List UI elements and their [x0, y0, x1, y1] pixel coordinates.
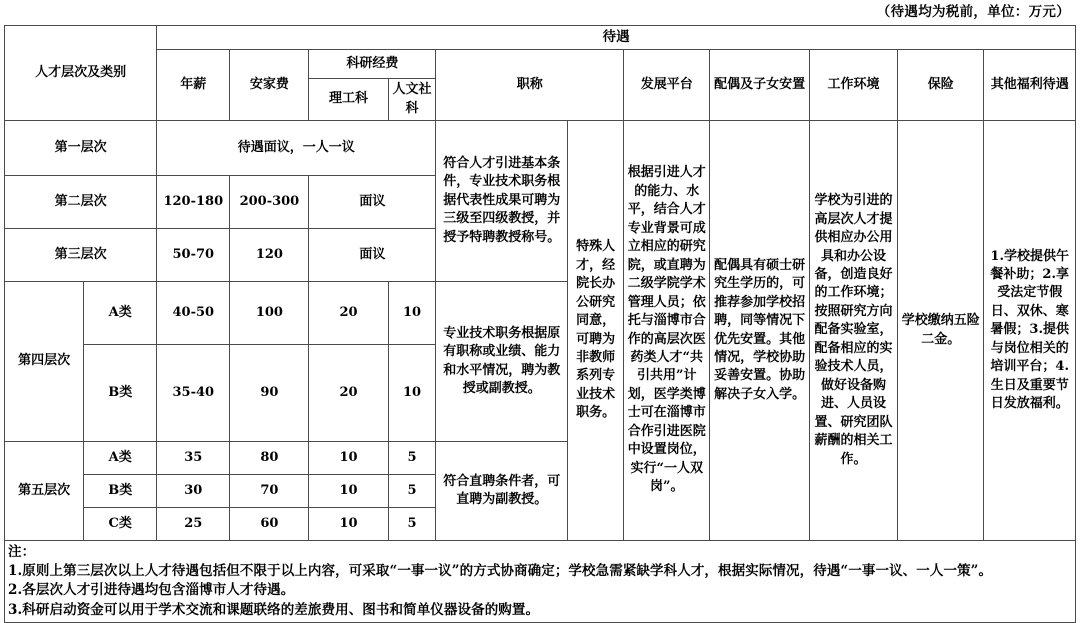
tier4-label: 第四层次	[5, 282, 84, 442]
tier5-a-fund-humanities: 5	[388, 442, 436, 475]
unit-note: （待遇均为税前，单位：万元）	[876, 4, 1070, 20]
tier2-settling-fee: 200-300	[230, 176, 309, 229]
tier4-a-annual-salary: 40-50	[157, 282, 230, 345]
notes-cell	[5, 541, 1076, 623]
insurance-content: 学校缴纳五险二金。	[898, 121, 984, 541]
note-item-3: 3.科研启动资金可以用于学术交流和课题联络的差旅费用、图书和简单仪器设备的购置。	[8, 601, 540, 618]
tier3-research-fund: 面议	[309, 229, 436, 282]
tier5-b-settling-fee: 70	[230, 475, 309, 508]
tier3-label: 第三层次	[5, 229, 157, 282]
talent-treatment-table	[4, 25, 1076, 623]
header-research-fund-science: 理工科	[309, 79, 388, 121]
tier4-b-annual-salary: 35-40	[157, 345, 230, 442]
tier5-a-annual-salary: 35	[157, 442, 230, 475]
tier4-a-class: A类	[84, 282, 157, 345]
tier5-label: 第五层次	[5, 442, 84, 541]
title-rank-tier4: 专业技术职务根据原有职称或业绩、能力和水平情况，聘为教授或副教授。	[436, 282, 568, 442]
tier4-b-class: B类	[84, 345, 157, 442]
platform-content: 根据引进人才的能力、水平，结合人才专业背景可成立相应的研究院，或直聘为二级学院学术管理人员；依托与淄博市合作的高层次医药类人才“共引共用”计划，医学类博士可在淄博市合作引进医院中设置岗位，实行“一人双岗”。	[624, 121, 710, 541]
tier5-b-fund-science: 10	[309, 475, 388, 508]
tier3-settling-fee: 120	[230, 229, 309, 282]
table-header-row-group	[5, 26, 1076, 50]
work-environment-content: 学校为引进的高层次人才提供相应办公用具和办公设备，创造良好的工作环境；按照研究方向配备实验室，配备相应的实验技术人员，做好设备购进、人员设置、研究团队薪酬的相关工作。	[809, 121, 897, 541]
other-benefits-content: 1.学校提供午餐补助；2.享受法定节假日、双休、寒暑假；3.提供与岗位相关的培训平台；4.生日及重要节日发放福利。	[984, 121, 1076, 541]
header-other-benefits: 其他福利待遇	[984, 50, 1076, 121]
header-research-fund: 科研经费	[309, 50, 436, 79]
note-item-2: 2.各层次人才引进待遇均包含淄博市人才待遇。	[8, 582, 295, 599]
tier5-b-class: B类	[84, 475, 157, 508]
tier5-c-annual-salary: 25	[157, 508, 230, 541]
header-platform: 发展平台	[624, 50, 710, 121]
tier5-c-class: C类	[84, 508, 157, 541]
header-research-fund-humanities: 人文社科	[388, 79, 436, 121]
note-item-1: 1.原则上第三层次以上人才待遇包括但不限于以上内容，可采取“一事一议”的方式协商确定；学校急需紧缺学科人才，根据实际情况，待遇“一事一议、一人一策”。	[8, 563, 993, 580]
notes-title: 注：	[8, 544, 36, 561]
header-work-environment: 工作环境	[809, 50, 897, 121]
title-rank-tier5: 符合直聘条件者，可直聘为副教授。	[436, 442, 568, 541]
header-insurance: 保险	[898, 50, 984, 121]
tier5-a-class: A类	[84, 442, 157, 475]
tier2-research-fund: 面议	[309, 176, 436, 229]
tier5-c-fund-humanities: 5	[388, 508, 436, 541]
table-row-tier1	[5, 121, 1076, 176]
tier4-a-settling-fee: 100	[230, 282, 309, 345]
title-rank-special: 特殊人才，经院长办公研究同意，可聘为非教师系列专业技术职务。	[568, 121, 624, 541]
header-title-rank: 职称	[436, 50, 624, 121]
header-settling-fee: 安家费	[230, 50, 309, 121]
tier1-label: 第一层次	[5, 121, 157, 176]
header-spouse-children: 配偶及子女安置	[710, 50, 809, 121]
header-annual-salary: 年薪	[157, 50, 230, 121]
title-rank-tier123: 符合人才引进基本条件，专业技术职务根据代表性成果可聘为三级至四级教授，并授予特聘教授称号。	[436, 121, 568, 282]
tier4-b-fund-science: 20	[309, 345, 388, 442]
tier4-b-settling-fee: 90	[230, 345, 309, 442]
tier5-c-fund-science: 10	[309, 508, 388, 541]
tier2-annual-salary: 120-180	[157, 176, 230, 229]
tier5-b-fund-humanities: 5	[388, 475, 436, 508]
tier3-annual-salary: 50-70	[157, 229, 230, 282]
tier4-a-fund-science: 20	[309, 282, 388, 345]
tier5-c-settling-fee: 60	[230, 508, 309, 541]
spouse-children-content: 配偶具有硕士研究生学历的，可推荐参加学校招聘，同等情况下优先安置。其他情况，学校协助妥善安置。协助解决子女入学。	[710, 121, 809, 541]
header-treatment-group: 待遇	[157, 26, 1076, 50]
header-tier-column: 人才层次及类别	[5, 26, 157, 121]
tier4-b-fund-humanities: 10	[388, 345, 436, 442]
tier1-negotiable: 待遇面议，一人一议	[157, 121, 436, 176]
tier4-a-fund-humanities: 10	[388, 282, 436, 345]
table-row-notes	[5, 541, 1076, 623]
tier5-a-fund-science: 10	[309, 442, 388, 475]
tier5-b-annual-salary: 30	[157, 475, 230, 508]
tier5-a-settling-fee: 80	[230, 442, 309, 475]
tier2-label: 第二层次	[5, 176, 157, 229]
table-header-row-main	[5, 50, 1076, 79]
